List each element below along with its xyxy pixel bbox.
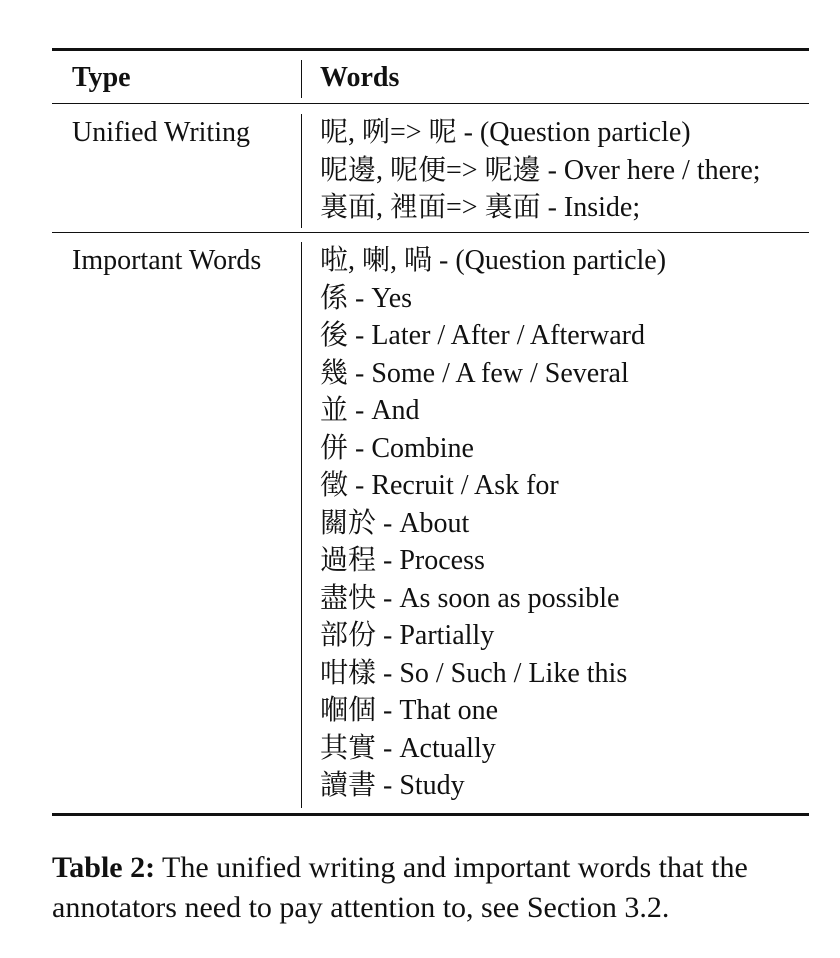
header-type: Type: [72, 62, 131, 93]
header-bottom-rule: [52, 103, 809, 104]
header-divider: [301, 60, 302, 98]
word-entry: 並 - And: [320, 395, 420, 426]
word-entry: 嗰個 - That one: [320, 695, 499, 726]
word-entry: 咁樣 - So / Such / Like this: [320, 657, 628, 689]
row-divider-important-words: [301, 242, 302, 808]
caption-label: Table 2:: [52, 851, 156, 884]
table-bottom-rule: [52, 813, 809, 816]
word-entry: 裏面, 裡面=> 裏面 - Inside;: [320, 192, 641, 223]
header-words: Words: [320, 62, 400, 93]
row-type-important-words: Important Words: [72, 245, 262, 276]
word-entry: 係 - Yes: [320, 282, 413, 314]
word-entry: 併 - Combine: [320, 432, 474, 464]
word-entry: 過程 - Process: [320, 545, 485, 576]
word-entry: 呢, 咧=> 呢 - (Question particle): [320, 117, 691, 148]
word-entry: 讀書 - Study: [320, 770, 465, 801]
word-entry: 關於 - About: [320, 507, 470, 539]
word-entry: 盡快 - As soon as possible: [320, 582, 620, 614]
word-entry: 啦, 喇, 喎 - (Question particle): [320, 245, 667, 276]
row-type-unified-writing: Unified Writing: [72, 117, 250, 148]
row-divider-unified-writing: [301, 114, 302, 228]
word-entry: 徵 - Recruit / Ask for: [320, 470, 559, 501]
row-words-important-words: [320, 242, 666, 805]
row-separator-rule: [52, 232, 809, 233]
word-entry: 其實 - Actually: [320, 732, 496, 764]
table-top-rule: [52, 48, 809, 51]
table-caption: [52, 848, 812, 928]
word-entry: 後 - Later / After / Afterward: [320, 320, 645, 351]
word-entry: 幾 - Some / A few / Several: [320, 357, 629, 389]
row-words-unified-writing: [320, 114, 761, 227]
word-entry: 部份 - Partially: [320, 620, 495, 651]
caption-text: The unified writing and important words that the annotators need to pay attention to, see Section 3.2.: [52, 851, 748, 924]
word-entry: 呢邊, 呢便=> 呢邊 - Over here / there;: [320, 154, 761, 186]
